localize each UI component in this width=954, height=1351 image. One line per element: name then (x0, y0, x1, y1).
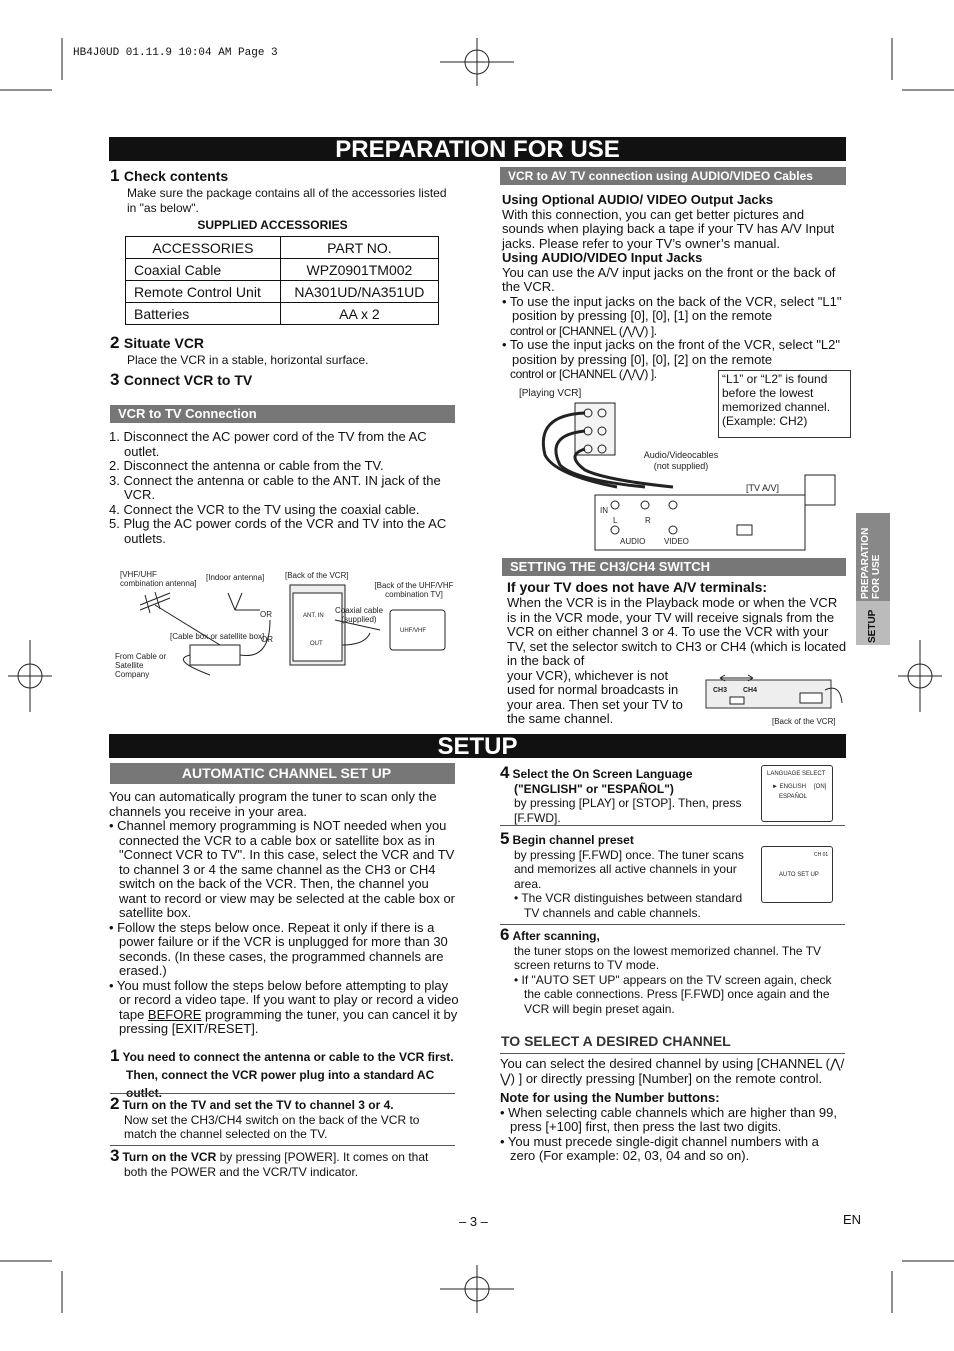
situate-text: Place the VCR in a stable, horizontal surface. (127, 353, 369, 367)
av-note-box: “L1” or “L2” is found before the lowest memorized channel. (Example: CH2) (718, 370, 851, 438)
av-text-output: With this connection, you can get better pictures and sounds when playing back a tape if your TV has A/V Input jacks. Please refer to your TV’s owner’s manual. (502, 206, 835, 251)
av-heading-output: Using Optional AUDIO/ VIDEO Output Jacks (502, 192, 774, 207)
emphasis-before: BEFORE (147, 1006, 202, 1022)
accessories-table (125, 236, 439, 325)
setup-step-5 (500, 829, 750, 920)
label-back-vcr-ch: [Back of the VCR] (772, 717, 836, 726)
table-cell: AA x 2 (280, 303, 438, 325)
setup-step-2 (110, 1094, 455, 1142)
step-text: Now set the CH3/CH4 switch on the back of the VCR to match the channel selected on the TV. (124, 1112, 420, 1141)
connect-title: Connect VCR to TV (123, 371, 253, 388)
step-bold: Begin channel preset (512, 833, 634, 847)
list-item: 4. Connect the VCR to the TV using the coaxial cable. (109, 501, 420, 517)
list-item: • Follow the steps below once. Repeat it only if there is a power failure or if the VCR is unplugged for more than 30 seconds. (In these cases, the programmed channels are erased.) (109, 919, 448, 978)
table-header-row (126, 237, 439, 259)
table-cell: Remote Control Unit (126, 281, 281, 303)
list-item: • To use the input jacks on the front of the VCR, select "L2" position by pressing [0], [0], [2] on the remote (502, 337, 841, 367)
ch34-bar: SETTING THE CH3/CH4 SWITCH (502, 558, 846, 576)
step-note: • If "AUTO SET UP" appears on the TV screen again, check the cable connections. Press [F.FWD] once again and the VCR will begin preset again. (514, 972, 832, 1016)
list-item: 3. Connect the antenna or cable to the ANT. IN jack of the VCR. (109, 472, 441, 502)
label-cable-box: [Cable box or satellite box] (170, 632, 265, 641)
setup-title: SETUP (109, 734, 846, 758)
screen-auto: AUTO SET UP (779, 872, 819, 878)
label-audio: AUDIO (620, 537, 646, 546)
screen-title: LANGUAGE SELECT (767, 771, 826, 777)
step-number: 4 (500, 763, 510, 782)
label-out: OUT (310, 641, 323, 647)
list-item: 5. Plug the AC power cords of the VCR and TV into the AC outlets. (109, 516, 447, 546)
table-header: ACCESSORIES (126, 237, 281, 259)
step-number: 1 (110, 1046, 120, 1065)
step-text: You need to connect the antenna or cable to the VCR first. Then, connect the VCR power plug into a standard AC outlet. (122, 1050, 454, 1100)
label-from-cable: From Cable or Satellite Company (115, 652, 167, 679)
language-code: EN (843, 1212, 862, 1227)
label-back-tv: [Back of the UHF/VHF combination TV] (374, 581, 454, 599)
list-item: • When selecting cable channels which are higher than 99, press [+100] first, then press the last two digits. (500, 1104, 837, 1134)
av-section (502, 193, 847, 382)
auto-setup-screen (761, 846, 833, 903)
label-ch3: CH3 (713, 687, 728, 694)
label-or: OR (260, 610, 272, 619)
step-number: 6 (500, 925, 510, 944)
vcr-tv-steps (109, 430, 459, 546)
list-item-cont: control or [CHANNEL (⋀/⋁) ]. (510, 323, 657, 338)
step-text: by pressing [POWER]. It comes on that both the POWER and the VCR/TV indicator. (124, 1150, 429, 1179)
table-cell: Batteries (126, 303, 281, 325)
label-or: OR (261, 635, 273, 644)
auto-intro: You can automatically program the tuner to scan only the channels you receive in your area. (109, 789, 437, 819)
table-row (126, 281, 439, 303)
table-cell: WPZ0901TM002 (280, 259, 438, 281)
select-text: You can select the desired channel by using [CHANNEL (⋀/⋁) ] or directly pressing [Number] on the remote control. (500, 1056, 845, 1086)
av-bar: VCR to AV TV connection using AUDIO/VIDEO Cables (500, 167, 846, 185)
label-playing-vcr: [Playing VCR] (519, 388, 582, 399)
list-item (109, 979, 459, 1037)
ch34-text: When the VCR is in the Playback mode or when the VCR is in the VCR mode, your TV will receive signals from the VCR on either channel 3 or 4. To use the VCR with your TV, set the selector switch to CH3 or CH4 (which is located in the back of (507, 595, 847, 668)
table-cell: Coaxial Cable (126, 259, 281, 281)
label-l: L (613, 516, 618, 525)
print-header: HB4J0UD 01.11.9 10:04 AM Page 3 (73, 47, 278, 59)
sidetab-setup: SETUP (867, 609, 878, 643)
label-ant-in: ANT. IN (303, 613, 324, 619)
list-item: • You must precede single-digit channel numbers with a zero (For example: 02, 03, 04 and so on). (500, 1133, 819, 1163)
table-row (126, 259, 439, 281)
note-heading: Note for using the Number buttons: (500, 1090, 720, 1105)
list-item-text: programming the tuner, you can cancel it by pressing [EXIT/RESET]. (119, 1006, 458, 1036)
screen-option: ESPAÑOL (779, 794, 807, 800)
step-text: by pressing [PLAY] or [STOP]. Then, press [F.FWD]. (514, 796, 742, 825)
label-av-cables: Audio/Videocables (not supplied) (643, 450, 719, 471)
accessories-table-title: SUPPLIED ACCESSORIES (197, 218, 348, 232)
table-cell: NA301UD/NA351UD (280, 281, 438, 303)
auto-channel-section (109, 790, 459, 1037)
label-tv-av: [TV A/V] (746, 483, 780, 493)
select-channel-title: TO SELECT A DESIRED CHANNEL (501, 1033, 731, 1049)
label-ch4: CH4 (743, 687, 758, 694)
language-screen (761, 765, 833, 822)
label-video: VIDEO (664, 537, 689, 546)
step-bold: Turn on the VCR (122, 1150, 217, 1164)
label-r: R (645, 516, 651, 525)
screen-on: [ON] (814, 784, 827, 790)
list-item: • To use the input jacks on the back of the VCR, select "L1" position by pressing [0], [0], [1] on the remote (502, 293, 842, 323)
label-uhf-vhf: UHF/VHF (400, 628, 426, 634)
step-bold: Turn on the TV and set the TV to channel 3 or 4. (122, 1098, 394, 1112)
screen-ch: CH 01 (814, 852, 829, 858)
check-contents-section (110, 166, 455, 232)
check-text: Make sure the package contains all of the accessories listed in "as below". (127, 186, 447, 215)
auto-channel-bar: AUTOMATIC CHANNEL SET UP (110, 763, 455, 784)
list-item: 1. Disconnect the AC power cord of the TV from the AC outlet. (109, 429, 427, 459)
label-vhf-antenna: [VHF/UHF combination antenna] (120, 570, 197, 588)
table-row (126, 303, 439, 325)
label-coax-cable: Coaxial cable (supplied) (334, 606, 384, 624)
label-in: IN (600, 506, 608, 515)
step-bold: After scanning, (512, 929, 600, 943)
list-item-cont: control or [CHANNEL (⋀/⋁) ]. (510, 367, 657, 381)
ch34-title: If your TV does not have A/V terminals: (507, 579, 768, 595)
step-bold: Select the On Screen Language ("ENGLISH" or "ESPAÑOL") (512, 767, 693, 796)
step-number: 5 (500, 829, 510, 848)
check-title: Check contents (123, 168, 229, 184)
list-item: • Channel memory programming is NOT needed when you connected the VCR to a cable box or satellite box as in "Connect VCR to TV". In this case, select the VCR and TV to channel 3 or 4 the same channel as the CH3 or CH4 switch on the back of the VCR. Then, the channel you want to record or view may be selected at the cable box or satellite box. (109, 818, 456, 920)
side-tab (856, 513, 890, 645)
list-item-text: • You must follow the steps below before attempting to play or record a video tape. If you want to play or record a video tape (109, 977, 459, 1022)
situate-section (110, 333, 455, 390)
prep-title: PREPARATION FOR USE (109, 137, 846, 161)
av-diagram (505, 395, 845, 560)
table-header: PART NO. (280, 237, 438, 259)
av-heading-input: Using AUDIO/VIDEO Input Jacks (502, 250, 703, 265)
step-number: 3 (110, 369, 120, 389)
page-number: – 3 – (459, 1214, 488, 1229)
ch34-text2: your VCR), whichever is not used for normal broadcasts in your area. Then set your TV to the same channel. (507, 667, 683, 726)
setup-step-4 (500, 763, 755, 825)
vcr-tv-bar: VCR to TV Connection (110, 405, 455, 423)
step-text: the tuner stops on the lowest memorized channel. The TV screen returns to TV mode. (514, 943, 822, 972)
step-number: 2 (110, 1094, 120, 1113)
label-indoor-antenna: [Indoor antenna] (206, 573, 265, 582)
step-note: • The VCR distinguishes between standard TV channels and cable channels. (514, 891, 743, 920)
step-number: 3 (110, 1146, 120, 1165)
step-number: 1 (110, 166, 120, 185)
situate-title: Situate VCR (123, 335, 205, 351)
screen-option: ► ENGLISH (772, 784, 806, 790)
step-text: by pressing [F.FWD] once. The tuner scans and memorizes all active channels in your area. (514, 847, 744, 891)
select-channel-section (500, 1057, 845, 1164)
av-text-input: You can use the A/V input jacks on the front or the back of the VCR. (502, 264, 836, 294)
list-item: 2. Disconnect the antenna or cable from the TV. (109, 458, 384, 473)
setup-step-3 (110, 1146, 455, 1179)
label-back-vcr: [Back of the VCR] (285, 571, 349, 580)
sidetab-prep: PREPARATION FOR USE (860, 527, 882, 599)
step-number: 2 (110, 333, 120, 352)
setup-step-6 (500, 925, 840, 1016)
